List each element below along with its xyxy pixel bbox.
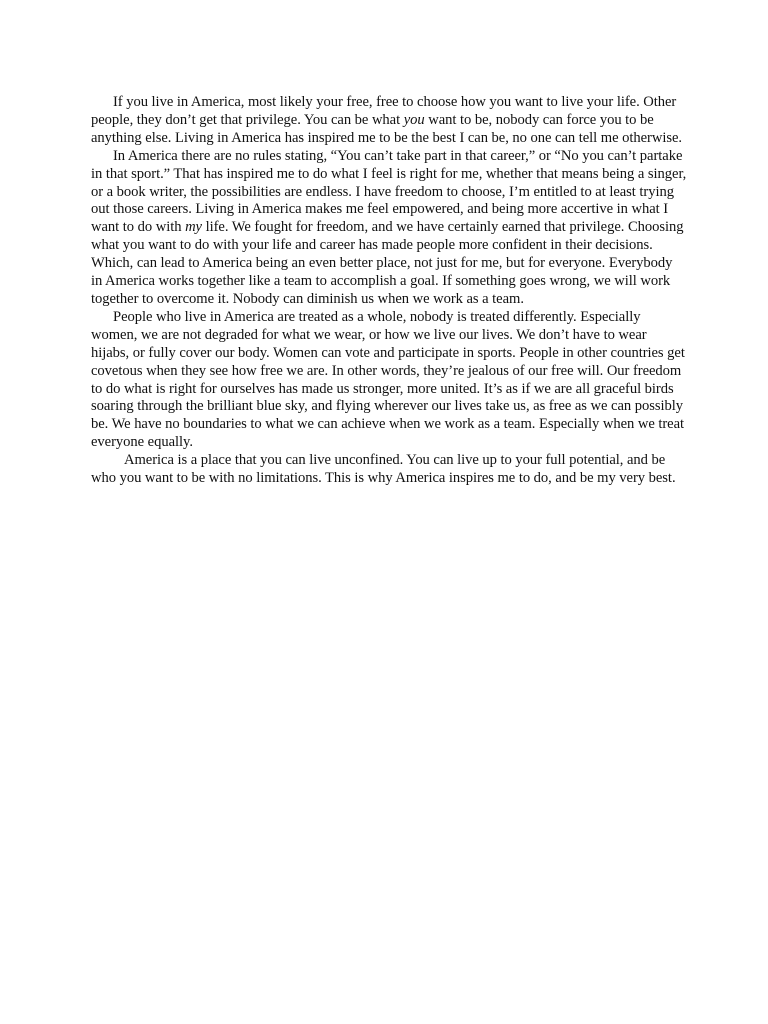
paragraph-4 — [91, 452, 687, 488]
paragraph-2-emphasis-my: my — [185, 219, 202, 236]
essay-body — [91, 94, 687, 488]
paragraph-3 — [91, 309, 687, 452]
paragraph-1-run-3: want to be, nobody can force you to be anything else. Living in America has inspired me to be the best I can be, no one can tell me otherwise. — [91, 111, 682, 146]
paragraph-2-run-3: life. We fought for freedom, and we have certainly earned that privilege. Choosing what you want to do with your life and career has made people more confident in their decisions. Which, can lead to America being an even better place, not just for me, but for everyone. Everybody in America works together like a team to accomplish a goal. If something goes wrong, we will work together to overcome it. Nobody can diminish us when we work as a team. — [91, 219, 684, 307]
paragraph-2 — [91, 148, 687, 309]
paragraph-4-run-1: America is a place that you can live unconfined. You can live up to your full potential, and be who you want to be with no limitations. This is why America inspires me to do, and be my very best. — [91, 452, 676, 487]
paragraph-2-run-1: In America there are no rules stating, “You can’t take part in that career,” or “No you can’t partake in that sport.” That has inspired me to do what I feel is right for me, whether that means being a singer, or a book writer, the possibilities are endless. I have freedom to choose, I’m entitled to at least trying out those careers. Living in America makes me feel empowered, and being more accertive in what I want to do with — [91, 147, 687, 236]
paragraph-1-emphasis-you: you — [403, 111, 425, 128]
paragraph-1-run-1: If you live in America, most likely your free, free to choose how you want to live your life. Other people, they don’t get that privilege. You can be what — [91, 94, 677, 128]
paragraph-3-run-1: People who live in America are treated as a whole, nobody is treated differently. Especially women, we are not degraded for what we wear, or how we live our lives. We don’t have to wear hijabs, or fully cover our body. Women can vote and participate in sports. People in other countries get covetous when they see how free we are. In other words, they’re jealous of our free will. Our freedom to do what is right for ourselves has made us stronger, more united. It’s as if we are all graceful birds soaring through the brilliant blue sky, and flying wherever our lives take us, as free as we can possibly be. We have no boundaries to what we can achieve when we work as a team. Especially when we treat everyone equally. — [91, 308, 685, 451]
paragraph-1 — [91, 94, 687, 148]
